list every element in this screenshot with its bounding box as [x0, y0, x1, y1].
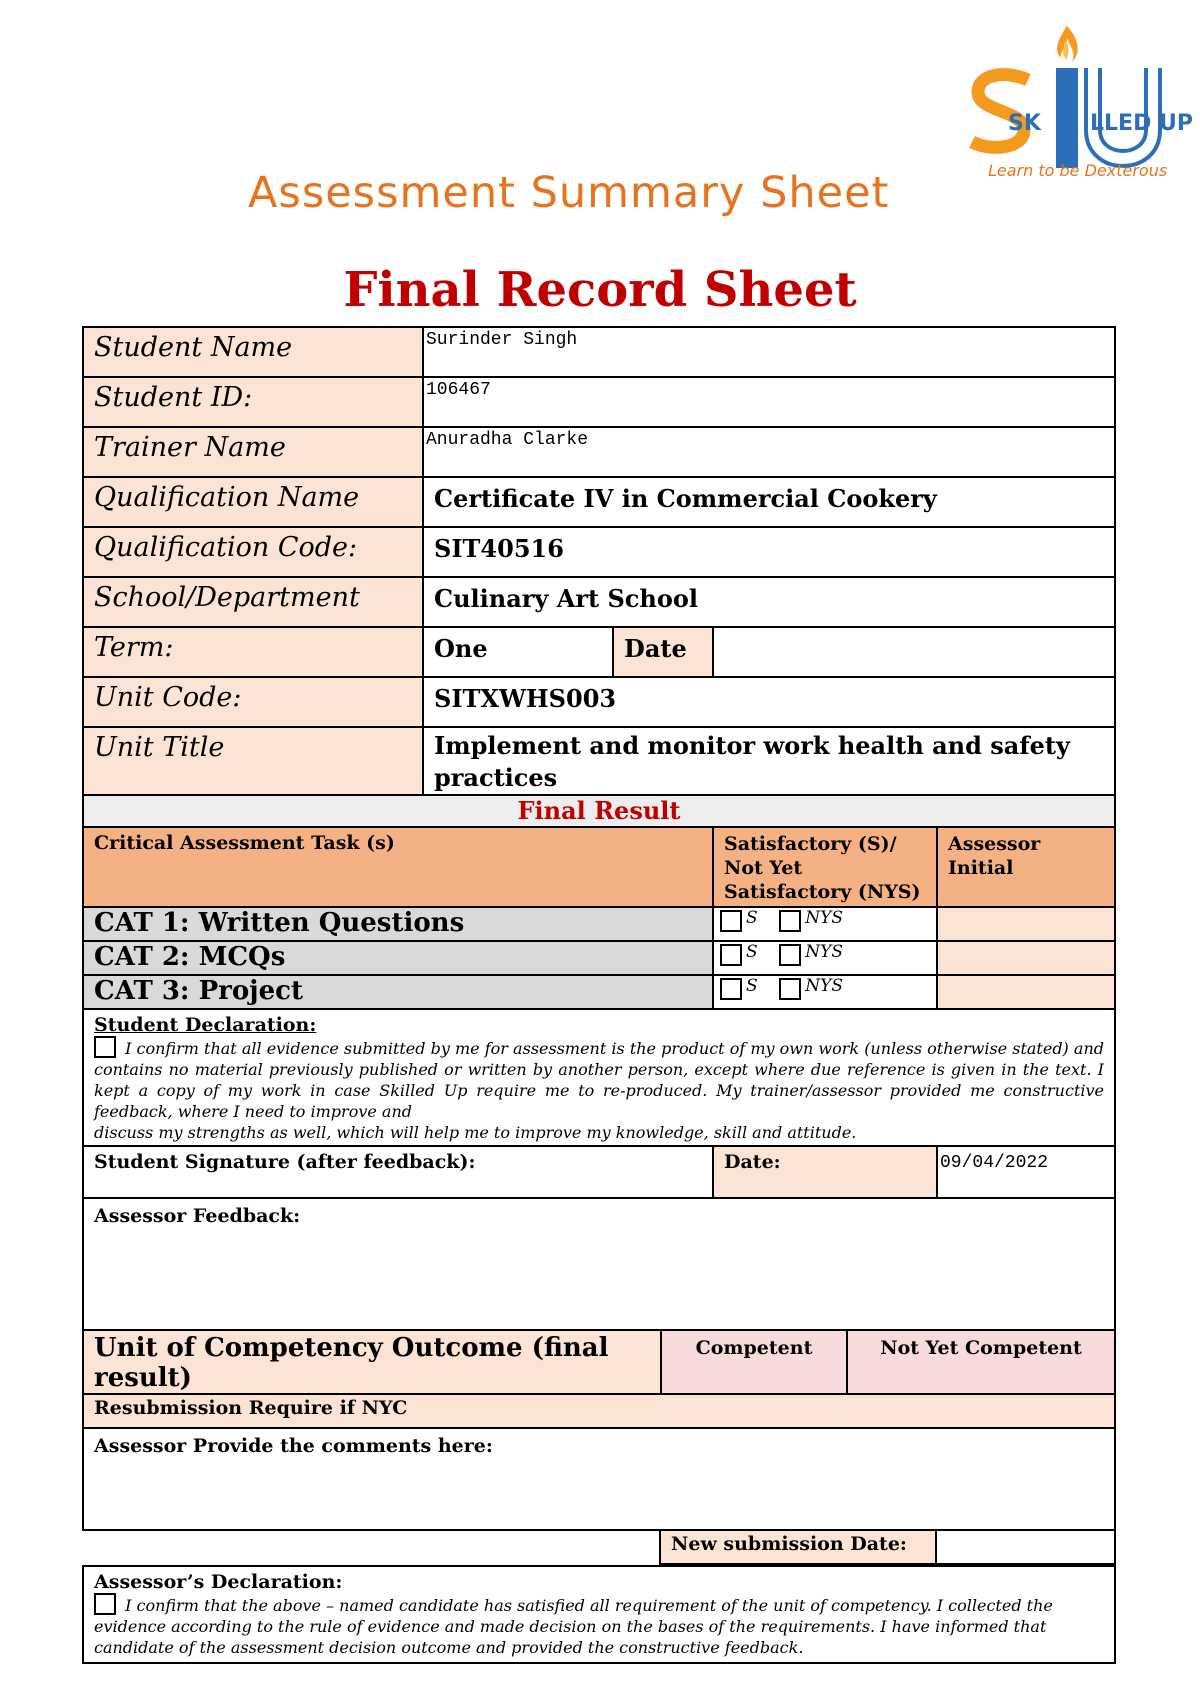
- s-checkbox[interactable]: [720, 944, 742, 966]
- assessor-feedback-field[interactable]: Assessor Feedback:: [83, 1198, 1115, 1330]
- student-declaration-text: [94, 1036, 1104, 1122]
- outcome-row: [83, 1330, 1115, 1394]
- assessor-declaration-heading: Assessor’s Declaration:: [94, 1571, 343, 1593]
- logo-tagline: Learn to be Dexterous: [988, 161, 1168, 180]
- new-submission-row: [82, 1530, 1115, 1564]
- nys-label: NYS: [805, 942, 844, 962]
- qualification-name-label: Qualification Name: [83, 477, 423, 527]
- info-table: [82, 326, 1116, 796]
- skilled-up-logo: [950, 18, 1195, 188]
- assessor-initial-cell[interactable]: [937, 941, 1115, 975]
- unit-title-row: [83, 727, 1115, 795]
- nys-checkbox[interactable]: [779, 978, 801, 1000]
- logo-text-right: LLED UP: [1090, 111, 1193, 136]
- student-declaration-heading: Student Declaration:: [94, 1014, 317, 1036]
- nys-checkbox[interactable]: [779, 910, 801, 932]
- final-result-table: [82, 794, 1116, 1331]
- assessor-comments-field[interactable]: Assessor Provide the comments here:: [83, 1428, 1115, 1530]
- term-value[interactable]: One: [423, 627, 613, 677]
- assessor-declaration-text: [94, 1593, 1104, 1658]
- trainer-name-label: Trainer Name: [83, 427, 423, 477]
- assessor-feedback-row: [83, 1198, 1115, 1330]
- resubmission-label: Resubmission Require if NYC: [83, 1394, 1115, 1428]
- assessor-declaration-row: [83, 1566, 1115, 1663]
- not-yet-competent-option[interactable]: Not Yet Competent: [847, 1330, 1115, 1394]
- assessor-declaration-table: [82, 1565, 1116, 1664]
- nys-label: NYS: [805, 976, 844, 996]
- s-label: S: [746, 942, 758, 962]
- logo-text-left: SK: [1008, 111, 1041, 136]
- assessor-initial-cell[interactable]: [937, 907, 1115, 941]
- qualification-name-value[interactable]: Certificate IV in Commercial Cookery: [423, 477, 1115, 527]
- col-task-header: Critical Assessment Task (s): [83, 827, 713, 907]
- student-id-value[interactable]: 106467: [423, 377, 1115, 427]
- task-name: CAT 2: MCQs: [83, 941, 713, 975]
- student-declaration-checkbox[interactable]: [94, 1036, 116, 1058]
- qualification-code-row: [83, 527, 1115, 577]
- student-declaration-body: I confirm that all evidence submitted by me for assessment is the product of my own work (unless otherwise stated) and contains no material previously published or written by another person, except where due reference is given in the text. I kept a copy of my work in case Skilled Up require me to re-produced. My trainer/assessor provided me constructive feedback, where I need to improve and: [94, 1039, 1104, 1121]
- nys-label: NYS: [805, 908, 844, 928]
- task-row: [83, 975, 1115, 1009]
- nys-checkbox[interactable]: [779, 944, 801, 966]
- outcome-label: Unit of Competency Outcome (final result): [83, 1330, 661, 1394]
- qualification-name-row: [83, 477, 1115, 527]
- task-status-cell: [713, 907, 937, 941]
- school-value[interactable]: Culinary Art School: [423, 577, 1115, 627]
- student-id-row: [83, 377, 1115, 427]
- school-label: School/Department: [83, 577, 423, 627]
- task-status-cell: [713, 941, 937, 975]
- task-row: [83, 907, 1115, 941]
- task-row: [83, 941, 1115, 975]
- student-name-row: [83, 327, 1115, 377]
- s-label: S: [746, 976, 758, 996]
- school-row: [83, 577, 1115, 627]
- student-date-label: Date:: [713, 1146, 937, 1198]
- student-name-value[interactable]: Surinder Singh: [423, 327, 1115, 377]
- assessor-declaration-cell: [83, 1566, 1115, 1663]
- new-submission-date[interactable]: [936, 1530, 1115, 1564]
- assessor-declaration-checkbox[interactable]: [94, 1593, 116, 1615]
- s-checkbox[interactable]: [720, 910, 742, 932]
- page-title: Final Record Sheet: [343, 262, 857, 318]
- competent-option[interactable]: Competent: [661, 1330, 847, 1394]
- qualification-code-label: Qualification Code:: [83, 527, 423, 577]
- date-value[interactable]: [713, 627, 1115, 677]
- student-declaration-text2: discuss my strengths as well, which will help me to improve my knowledge, skill and attitude.: [94, 1123, 857, 1142]
- trainer-name-row: [83, 427, 1115, 477]
- unit-code-row: [83, 677, 1115, 727]
- col-initial-header: Assessor Initial: [937, 827, 1115, 907]
- s-checkbox[interactable]: [720, 978, 742, 1000]
- date-label: Date: [613, 627, 713, 677]
- term-label: Term:: [83, 627, 423, 677]
- new-submission-table: [82, 1529, 1116, 1565]
- qualification-code-value[interactable]: SIT40516: [423, 527, 1115, 577]
- new-submission-label: New submission Date:: [660, 1530, 936, 1564]
- page-heading: Assessment Summary Sheet: [248, 168, 890, 218]
- student-name-label: Student Name: [83, 327, 423, 377]
- student-signature-label[interactable]: Student Signature (after feedback):: [83, 1146, 713, 1198]
- student-date-value[interactable]: 09/04/2022: [937, 1146, 1115, 1198]
- new-submission-spacer: [82, 1530, 660, 1564]
- unit-code-label: Unit Code:: [83, 677, 423, 727]
- task-status-cell: [713, 975, 937, 1009]
- student-declaration-cell: [83, 1009, 1115, 1146]
- term-row: [83, 627, 1115, 677]
- assessor-declaration-body: I confirm that the above – named candidate has satisfied all requirement of the unit of competency. I collected the evidence according to the rule of evidence and made decision on the bases of the requirements. I have informed that candidate of the assessment decision outcome and provided the constructive feedback.: [94, 1596, 1053, 1657]
- unit-title-value[interactable]: Implement and monitor work health and safety practices: [423, 727, 1115, 795]
- assessor-initial-cell[interactable]: [937, 975, 1115, 1009]
- final-result-heading: Final Result: [83, 795, 1115, 827]
- unit-title-label: Unit Title: [83, 727, 423, 795]
- final-record-sheet: [82, 326, 1116, 1664]
- student-signature-row: [83, 1146, 1115, 1198]
- s-label: S: [746, 908, 758, 928]
- assessor-comments-row: [83, 1428, 1115, 1530]
- unit-code-value[interactable]: SITXWHS003: [423, 677, 1115, 727]
- student-declaration-row: [83, 1009, 1115, 1146]
- student-id-label: Student ID:: [83, 377, 423, 427]
- final-result-header-row: [83, 827, 1115, 907]
- trainer-name-value[interactable]: Anuradha Clarke: [423, 427, 1115, 477]
- col-status-header: Satisfactory (S)/ Not Yet Satisfactory (NYS): [713, 827, 937, 907]
- final-result-heading-row: [83, 795, 1115, 827]
- task-name: CAT 1: Written Questions: [83, 907, 713, 941]
- resubmission-row: [83, 1394, 1115, 1428]
- task-name: CAT 3: Project: [83, 975, 713, 1009]
- outcome-table: [82, 1329, 1116, 1531]
